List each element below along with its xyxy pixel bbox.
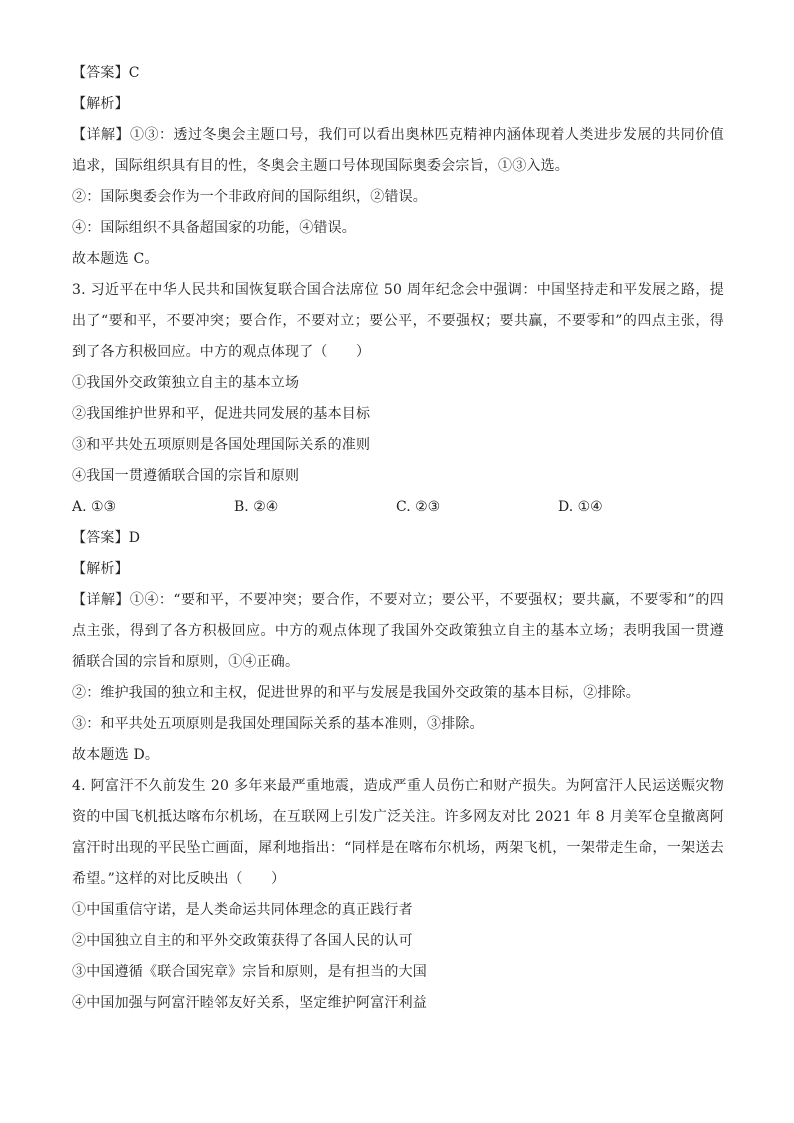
- q4-item-4: ④中国加强与阿富汗睦邻友好关系，坚定维护阿富汗利益: [72, 995, 427, 1011]
- q3-option-b: B. ②④: [234, 499, 279, 515]
- q3-conclusion: 故本题选 D。: [72, 747, 160, 763]
- q4-item-2: ②中国独立自主的和平外交政策获得了各国人民的认可: [72, 933, 413, 949]
- q3-note-2: ②：维护我国的独立和主权，促进世界的和平与发展是我国外交政策的基本目标，②排除。: [72, 685, 640, 701]
- q2-analysis-label: 【解析】: [72, 96, 129, 112]
- q4-item-1: ①中国重信守诺，是人类命运共同体理念的真正践行者: [72, 902, 413, 918]
- q3-item-2: ②我国维护世界和平，促进共同发展的基本目标: [72, 406, 371, 422]
- q3-options: [72, 492, 724, 523]
- q2-note-4: ④：国际组织不具备超国家的功能，④错误。: [72, 220, 356, 236]
- q3-detail: 【详解】①④：“要和平，不要冲突；要合作，不要对立；要公平，不要强权；要共赢，不要零和”的四点主张，得到了各方积极回应。中方的观点体现了我国外交政策独立自主的基本立场；表明我国一贯遵循联合国的宗旨和原则，①④正确。: [72, 592, 724, 670]
- q2-detail: 【详解】①③：透过冬奥会主题口号，我们可以看出奥林匹克精神内涵体现着人类进步发展的共同价值追求，国际组织具有目的性，冬奥会主题口号体现国际奥委会宗旨，①③入选。: [72, 127, 724, 174]
- q3-stem: 3. 习近平在中华人民共和国恢复联合国合法席位 50 周年纪念会中强调：中国坚持走和平发展之路，提出了“要和平，不要冲突；要合作，不要对立；要公平，不要强权；要共赢，不要零和”的四点主张，得到了各方积极回应。中方的观点体现了（ ）: [72, 282, 724, 360]
- q4-stem: 4. 阿富汗不久前发生 20 多年来最严重地震，造成严重人员伤亡和财产损失。为阿富汗人民运送赈灾物资的中国飞机抵达喀布尔机场，在互联网上引发广泛关注。许多网友对比 2021 年 8 月美军仓皇撤离阿富汗时出现的平民坠亡画面，犀利地指出：“同样是在喀布尔机场，两架飞机，一架带走生命，一架送去希望。”这样的对比反映出（ ）: [72, 778, 724, 887]
- q3-item-4: ④我国一贯遵循联合国的宗旨和原则: [72, 468, 300, 484]
- q3-option-d: D. ①④: [558, 499, 603, 515]
- document-page: [72, 58, 724, 1019]
- q3-option-a: A. ①③: [72, 499, 117, 515]
- q3-option-c: C. ②③: [396, 499, 441, 515]
- q3-note-3: ③：和平共处五项原则是我国处理国际关系的基本准则，③排除。: [72, 716, 484, 732]
- q2-note-2: ②：国际奥委会作为一个非政府间的国际组织，②错误。: [72, 189, 427, 205]
- q3-item-3: ③和平共处五项原则是各国处理国际关系的准则: [72, 437, 371, 453]
- q3-item-1: ①我国外交政策独立自主的基本立场: [72, 375, 300, 391]
- q3-analysis-label: 【解析】: [72, 561, 129, 577]
- q3-answer: 【答案】D: [72, 530, 141, 546]
- q4-item-3: ③中国遵循《联合国宪章》宗旨和原则，是有担当的大国: [72, 964, 427, 980]
- q2-conclusion: 故本题选 C。: [72, 251, 159, 267]
- q2-answer: 【答案】C: [72, 65, 140, 81]
